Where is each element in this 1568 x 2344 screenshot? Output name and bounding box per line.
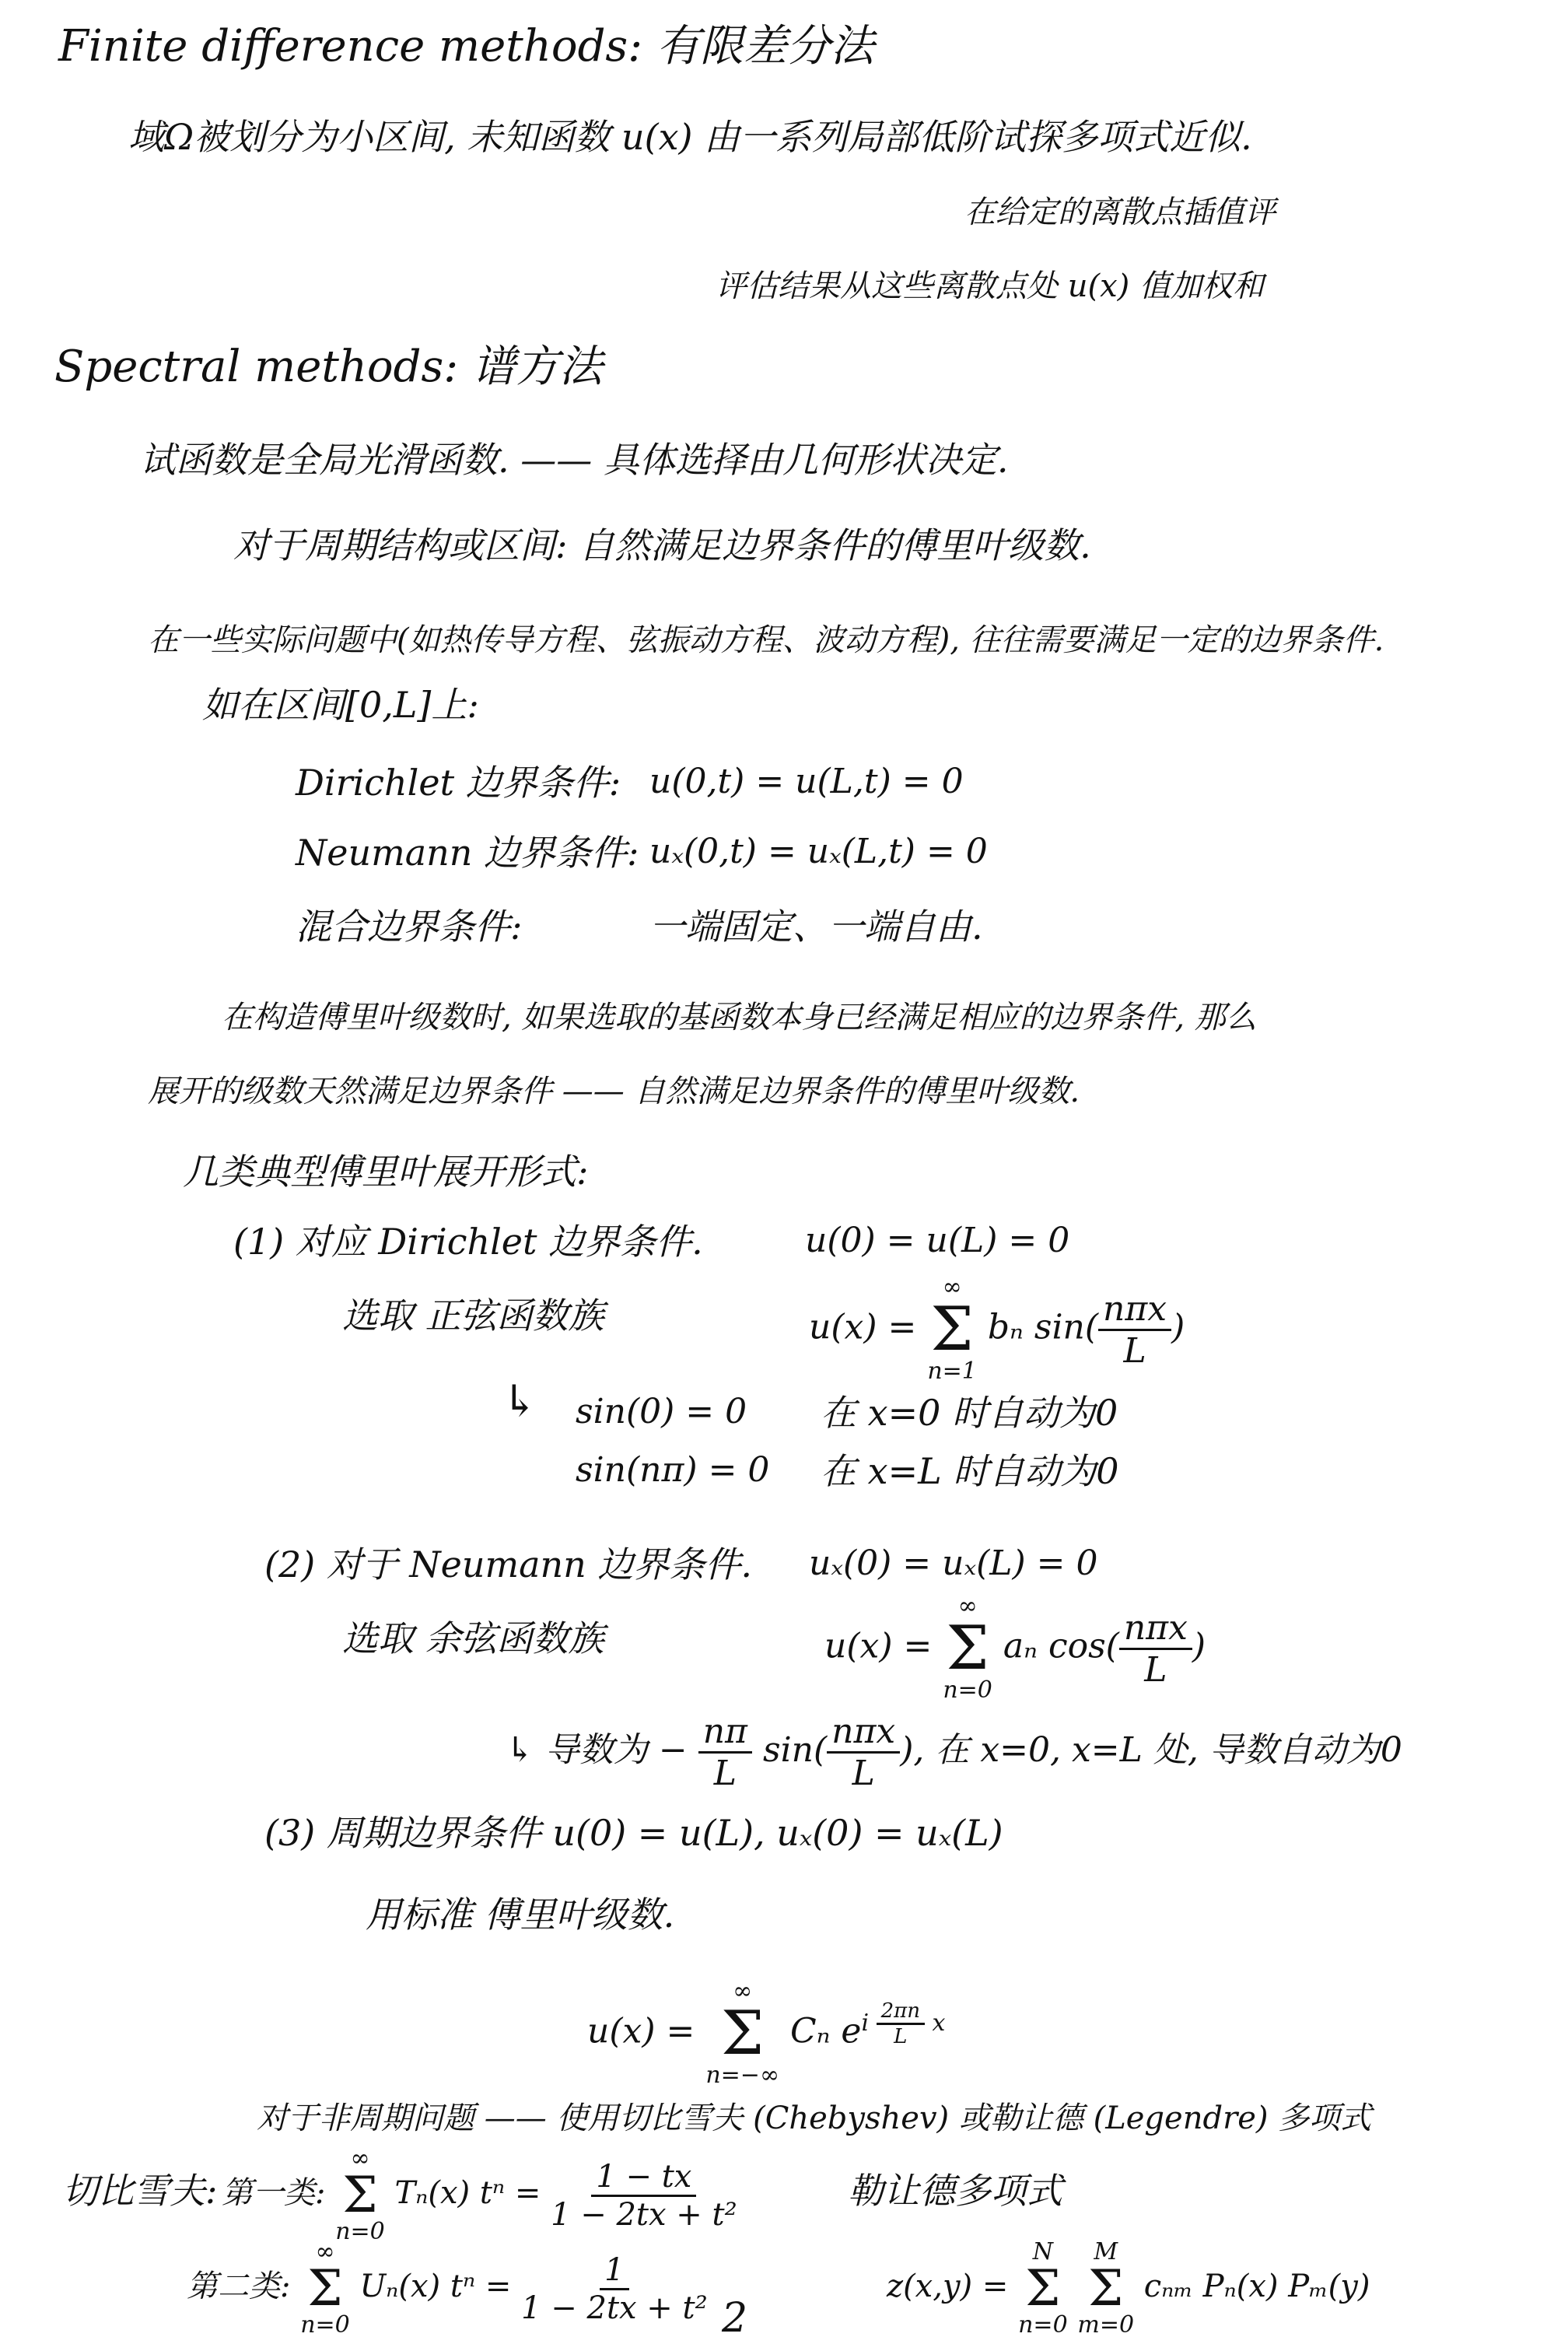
case2-choose: 选取 余弦函数族 [342,1617,604,1659]
finite-difference-note-1: 在给定的离散点插值评 [964,194,1276,230]
neumann-label: Neumann 边界条件: [296,832,639,874]
case2-lhs: u(x) = [824,1626,933,1666]
case3-lhs: u(x) = [587,2011,695,2051]
case1-at-L: 在 x=L 时自动为0 [821,1450,1119,1492]
summation-sign: M Σ m=0 [1077,2238,1135,2339]
chebyshev-label: 切比雪夫: [62,2170,218,2212]
finite-difference-description: 域Ω被划分为小区间, 未知函数 u(x) 由一系列局部低阶试探多项式近似. [128,116,1252,158]
case2-condition: uₓ(0) = uₓ(L) = 0 [809,1543,1098,1583]
case1-lhs: u(x) = [809,1307,917,1347]
summation-sign: N Σ n=0 [1018,2238,1068,2339]
case1-choose: 选取 正弦函数族 [342,1295,604,1337]
spectral-practical-2: 如在区间[0,L]上: [202,684,479,726]
construct-line-2: 展开的级数天然满足边界条件 —— 自然满足边界条件的傅里叶级数. [148,1074,1080,1109]
legendre-expansion: z(x,y) = N Σ n=0 M Σ m=0 cₙₘ Pₙ(x) Pₘ(y) [887,2238,1370,2339]
spectral-periodic: 对于周期结构或区间: 自然满足边界条件的傅里叶级数. [233,524,1091,566]
case3-label: (3) 周期边界条件 u(0) = u(L), uₓ(0) = uₓ(L) [264,1812,1003,1854]
case1-label: (1) 对应 Dirichlet 边界条件. [233,1221,703,1263]
case2-derivative-note: ↳ 导数为 − $\frac{n\pi}{L}$ sin( $\frac{\text{nπx}}{L}$ ), 在 x=0, x=L 处, 导数自动为0 [506,1712,1402,1793]
chebyshev-second-kind: 第二类: ∞ Σ n=0 Uₙ(x) tⁿ = $\frac{1}{\text{1 − 2tx + t²}}$ [187,2238,708,2339]
case1-term: bₙ sin( [987,1307,1099,1347]
case2-cosine-series: u(x) = ∞ Σ n=0 aₙ cos( $\frac{\text{nπx}}{L}$ ) [824,1592,1206,1704]
page-number: 2 [722,2295,748,2342]
spectral-practical-1: 在一些实际问题中(如热传导方程、弦振动方程、波动方程), 往往需要满足一定的边界条件. [148,622,1384,658]
summation-sign: ∞ Σ n=0 [335,2145,385,2245]
case2-fraction: $\frac{\text{nπx}}{L}$ [1119,1608,1192,1690]
case1-sin0: sin(0) = 0 [576,1392,747,1431]
dirichlet-equation: u(0,t) = u(L,t) = 0 [649,762,964,801]
finite-difference-heading: Finite difference methods: 有限差分法 [58,21,874,72]
case2-derivative-end: ), 在 x=0, x=L 处, 导数自动为0 [900,1730,1402,1770]
nonperiodic-text: 对于非周期问题 —— 使用切比雪夫 (Chebyshev) 或勒让德 (Legendre) 多项式 [257,2100,1372,2136]
typical-forms-heading: 几类典型傅里叶展开形式: [183,1151,589,1193]
case1-sine-series: u(x) = ∞ Σ n=1 bₙ sin( $\frac{\text{nπx}}{L}$ ) [809,1274,1185,1385]
mixed-description: 一端固定、一端自由. [649,906,983,948]
neumann-equation: uₓ(0,t) = uₓ(L,t) = 0 [649,832,988,871]
case3-term: Cₙ e [789,2011,862,2051]
case2-label: (2) 对于 Neumann 边界条件. [264,1543,753,1585]
case1-condition: u(0) = u(L) = 0 [805,1221,1070,1260]
case2-derivative-prefix: ↳ 导数为 − [506,1730,688,1770]
chebyshev-first-fraction: $\frac{1 - tx}{\text{1 − 2tx + t²}}$ [551,2158,737,2233]
spectral-heading: Spectral methods: 谱方法 [54,342,603,392]
summation-sign: ∞ Σ n=1 [927,1274,977,1385]
dirichlet-label: Dirichlet 边界条件: [296,762,621,804]
chebyshev-first-kind: 第一类: ∞ Σ n=0 Tₙ(x) tⁿ = $\frac{1 - tx}{\text{1 − 2tx + t²}}$ [222,2145,737,2245]
finite-difference-note-2: 评估结果从这些离散点处 u(x) 值加权和 [716,268,1264,304]
case2-derivative-coefficient: $\frac{n\pi}{L}$ [698,1712,752,1793]
legendre-label: 勒让德多项式 [848,2170,1062,2212]
construct-line-1: 在构造傅里叶级数时, 如果选取的基函数本身已经满足相应的边界条件, 那么 [222,1000,1257,1035]
case1-sinnpi: sin(nπ) = 0 [576,1450,770,1490]
case1-at-0: 在 x=0 时自动为0 [821,1392,1118,1434]
summation-sign: ∞ Σ n=0 [943,1592,992,1704]
case3-use: 用标准 傅里叶级数. [366,1894,675,1936]
case1-fraction: $\frac{\text{nπx}}{L}$ [1098,1289,1171,1371]
summation-sign: ∞ Σ n=−∞ [705,1978,779,2089]
case1-arrow-icon: ↳ [502,1376,538,1427]
chebyshev-second-fraction: $\frac{1}{\text{1 − 2tx + t²}}$ [521,2251,708,2326]
case2-derivative-argument: $\frac{\text{nπx}}{L}$ [827,1712,900,1793]
spectral-description: 试函数是全局光滑函数. —— 具体选择由几何形状决定. [140,439,1009,481]
summation-sign: ∞ Σ n=0 [300,2238,350,2339]
case2-term: aₙ cos( [1003,1626,1119,1666]
mixed-label: 混合边界条件: [296,906,523,948]
case3-fourier-series [587,1980,945,2087]
case3-exponent: i 2πn L x [861,1999,946,2049]
